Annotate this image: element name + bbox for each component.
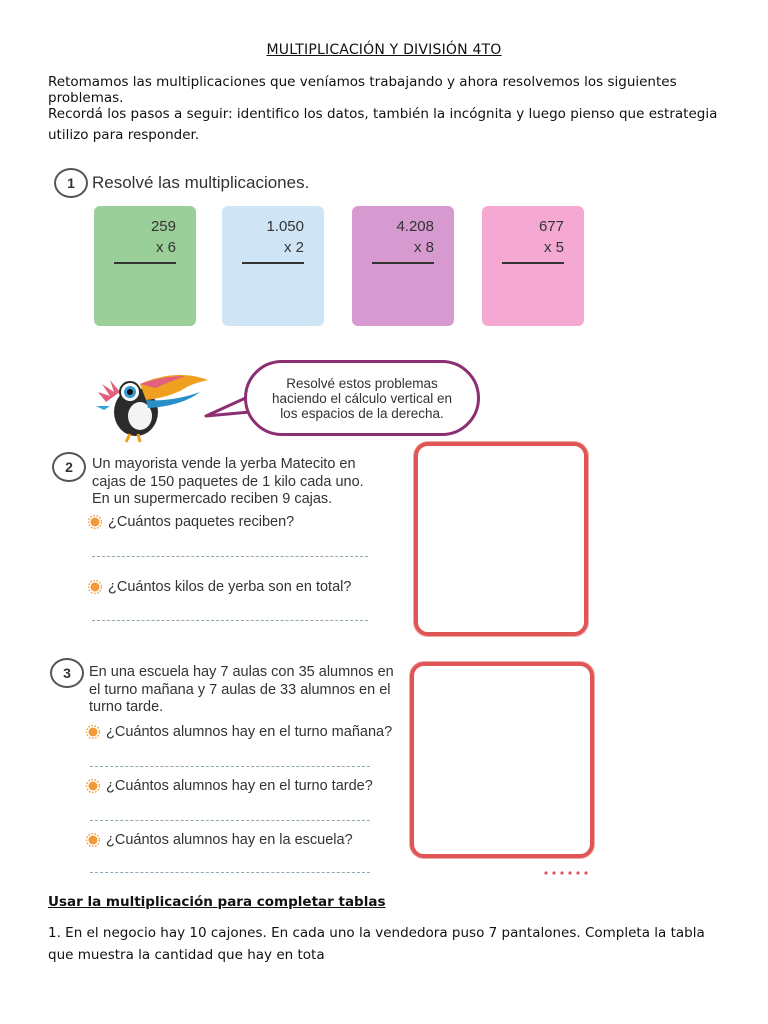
card-multiplier: x 5 (543, 239, 564, 256)
statement-line: Un mayorista vende la yerba Matecito en (92, 456, 356, 472)
question (86, 832, 353, 848)
bubble-line: Resolvé estos problemas (286, 375, 438, 391)
question (88, 514, 294, 530)
sun-bullet-icon (86, 779, 100, 793)
question (86, 778, 373, 794)
answer-line[interactable] (92, 620, 368, 621)
sun-bullet-icon (88, 580, 102, 594)
card-multiplier: x 6 (155, 239, 176, 256)
calculation-box[interactable] (414, 442, 588, 636)
exercise-1-title: Resolvé las multiplicaciones. (92, 173, 310, 192)
exercise-number-2: 2 (52, 452, 86, 482)
card-result-line (502, 262, 564, 264)
sun-bullet-icon (88, 515, 102, 529)
statement-line: cajas de 150 paquetes de 1 kilo cada uno. (92, 473, 364, 490)
intro-paragraph-2: Recordá los pasos a seguir: identifico los datos, también la incógnita y luego pienso que estrategia utilizo para responder. (48, 106, 718, 143)
statement-line: turno tarde. (89, 699, 164, 715)
card-multiplier: x 2 (283, 239, 304, 256)
page-title: MULTIPLICACIÓN Y DIVISIÓN 4TO (266, 42, 502, 58)
multiplication-card (352, 206, 454, 326)
card-result-line (114, 262, 176, 264)
card-multiplicand: 4.208 (396, 218, 434, 235)
sun-bullet-icon (86, 833, 100, 847)
question (88, 579, 351, 595)
answer-line[interactable] (92, 556, 368, 557)
multiplication-card (222, 206, 324, 326)
answer-line[interactable] (90, 872, 370, 873)
multiplication-card (482, 206, 584, 326)
decorative-dots (542, 868, 590, 878)
card-result-line (242, 262, 304, 264)
bubble-line: haciendo el cálculo vertical en (271, 390, 453, 406)
intro-paragraph-1: Retomamos las multiplicaciones que veníamos trabajando y ahora resolvemos los siguientes problemas. (48, 74, 677, 106)
card-multiplicand: 259 (150, 218, 176, 235)
exercise-number-1: 1 (54, 168, 88, 198)
speech-bubble (244, 360, 480, 436)
exercise-2-statement (92, 456, 392, 509)
card-multiplicand: 677 (538, 218, 564, 235)
exercise-3-statement (89, 664, 409, 717)
statement-line: el turno mañana y 7 aulas de 33 alumnos en el (89, 681, 391, 698)
bubble-line: los espacios de la derecha. (280, 405, 444, 421)
question (86, 724, 392, 740)
multiplication-card (94, 206, 196, 326)
statement-line: En un supermercado reciben 9 cajas. (92, 491, 333, 507)
statement-line: En una escuela hay 7 aulas con 35 alumnos en (89, 664, 394, 680)
exercise-number-3: 3 (50, 658, 84, 688)
answer-line[interactable] (90, 820, 370, 821)
question-text: ¿Cuántos kilos de yerba son en total? (108, 579, 352, 595)
card-multiplier: x 8 (413, 239, 434, 256)
question-text: ¿Cuántos alumnos hay en la escuela? (106, 832, 353, 848)
card-multiplicand: 1.050 (266, 218, 304, 235)
card-result-line (372, 262, 434, 264)
task-1-text: 1. En el negocio hay 10 cajones. En cada uno la vendedora puso 7 pantalones. Completa la tabla que muestra la cantidad que hay en tota (48, 925, 705, 963)
question-text: ¿Cuántos alumnos hay en el turno tarde? (106, 778, 373, 794)
answer-line[interactable] (90, 766, 370, 767)
section-heading: Usar la multiplicación para completar tablas (48, 894, 386, 910)
sun-bullet-icon (86, 725, 100, 739)
question-text: ¿Cuántos paquetes reciben? (108, 514, 295, 530)
calculation-box[interactable] (410, 662, 594, 858)
question-text: ¿Cuántos alumnos hay en el turno mañana? (106, 724, 393, 740)
toucan-illustration (96, 362, 216, 446)
